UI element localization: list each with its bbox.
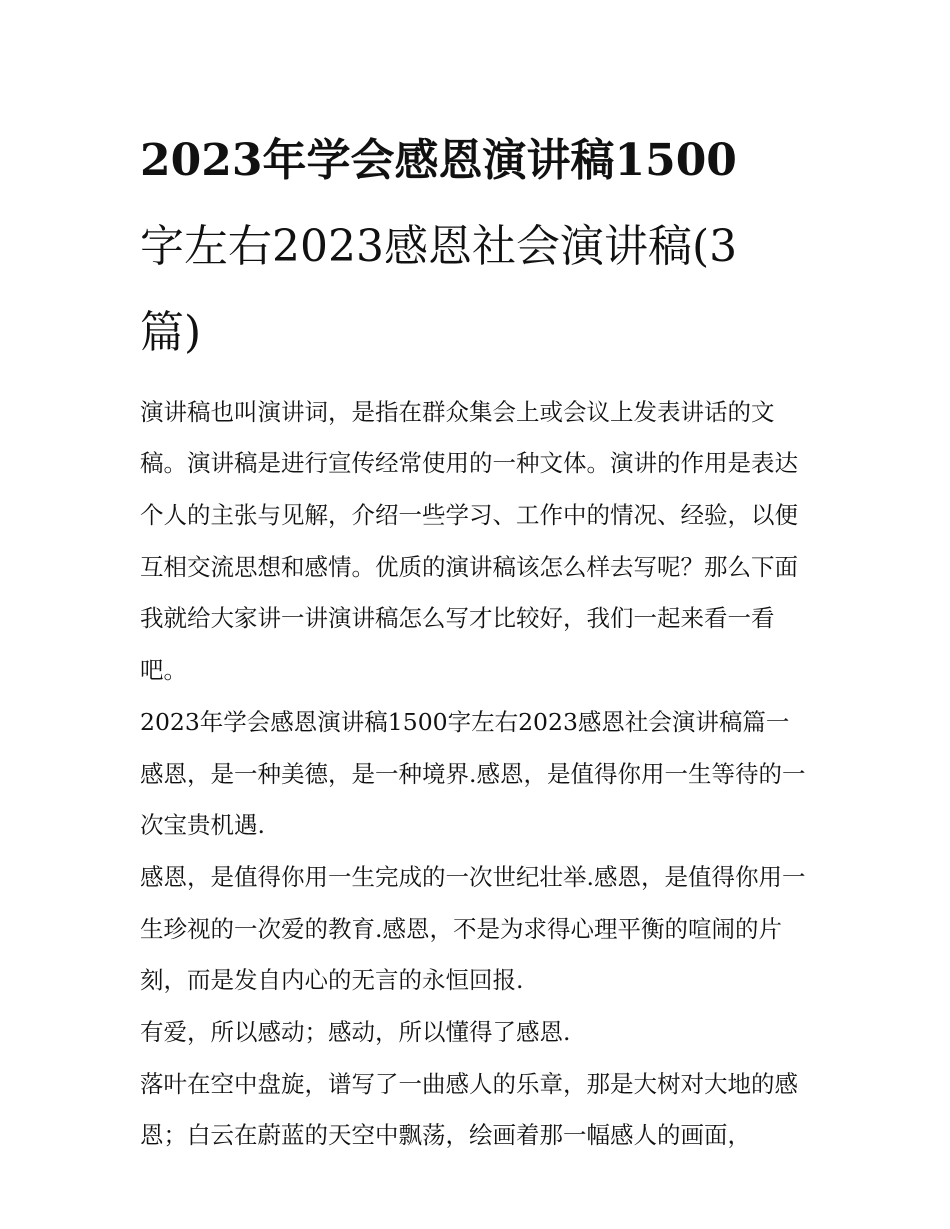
title-line-3: 篇) (140, 307, 202, 359)
body-paragraph: 感恩，是一种美德，是一种境界.感恩，是值得你用一生等待的一次宝贵机遇. (140, 759, 806, 840)
title-line-2: 字左右2023感恩社会演讲稿(3 (140, 221, 738, 273)
document-body (140, 387, 820, 1162)
section-heading: 2023年学会感恩演讲稿1500字左右2023感恩社会演讲稿篇一 (140, 707, 790, 736)
body-paragraph: 感恩，是值得你用一生完成的一次世纪壮举.感恩，是值得你用一生珍视的一次爱的教育.感恩，不是为求得心理平衡的喧闹的片刻，而是发自内心的无言的永恒回报. (140, 862, 806, 995)
intro-paragraph: 演讲稿也叫演讲词，是指在群众集会上或会议上发表讲话的文稿。演讲稿是进行宣传经常使用的一种文体。演讲的作用是表达个人的主张与见解，介绍一些学习、工作中的情况、经验，以便互相交流思想和感情。优质的演讲稿该怎么样去写呢？那么下面我就给大家讲一讲演讲稿怎么写才比较好，我们一起来看一看吧。 (140, 397, 798, 685)
body-paragraph: 落叶在空中盘旋，谱写了一曲感人的乐章，那是大树对大地的感恩；白云在蔚蓝的天空中飘荡，绘画着那一幅感人的画面， (140, 1069, 798, 1150)
document-title (140, 118, 820, 377)
body-paragraph: 有爱，所以感动；感动，所以懂得了感恩. (140, 1017, 571, 1046)
document-page (140, 118, 820, 1162)
title-line-1: 2023年学会感恩演讲稿1500 (140, 135, 737, 186)
